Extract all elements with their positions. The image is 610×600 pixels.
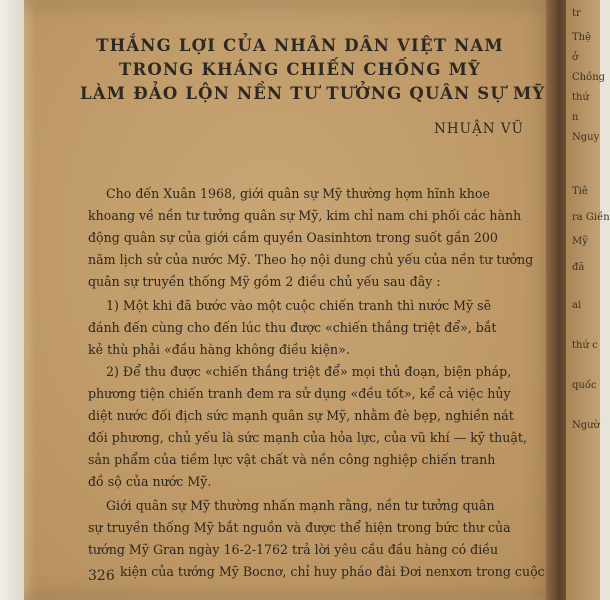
next-page-text: Nguy xyxy=(572,132,600,143)
body-line: phương tiện chiến tranh đem ra sử dụng «đều tốt», kể cả việc hủy xyxy=(88,386,511,401)
next-page-edge xyxy=(566,0,610,600)
body-line: Cho đến Xuân 1968, giới quân sự Mỹ thường hợm hĩnh khoe xyxy=(106,186,490,201)
next-page-text: Chồng xyxy=(572,72,606,83)
body-line: động quân sự của giới cầm quyền Oasinhtơn trong suốt gần 200 xyxy=(88,230,498,245)
page-number: 326 xyxy=(88,568,115,584)
next-page-text: đã xyxy=(572,262,585,273)
title-line: THẮNG LỢI CỦA NHÂN DÂN VIỆT NAM xyxy=(96,36,504,55)
body-line: sản phẩm của tiềm lực vật chất và nền công nghiệp chiến tranh xyxy=(88,452,496,467)
background-left xyxy=(0,0,26,600)
next-page-text: Ngườ xyxy=(572,420,600,431)
body-line: đối phương, chủ yếu là sức mạnh của hỏa lực, của vũ khí — kỹ thuật, xyxy=(88,430,527,445)
next-page-text: ở xyxy=(572,52,579,63)
next-page-text: Mỹ xyxy=(572,236,588,247)
body-line: 2) Để thu được «chiến thắng triệt để» mọi thủ đoạn, biện pháp, xyxy=(106,364,512,379)
next-page-text: ai xyxy=(572,300,582,311)
author-name: NHUẬN VŨ xyxy=(434,121,524,137)
body-line: kẻ thù phải «đầu hàng không điều kiện». xyxy=(88,342,350,357)
body-line: 1) Một khi đã bước vào một cuộc chiến tranh thì nước Mỹ sẽ xyxy=(106,298,492,313)
next-page-text: ra Giền xyxy=(572,212,610,223)
body-line: năm lịch sử của nước Mỹ. Theo họ nội dung chủ yếu của nền tư tưởng xyxy=(88,252,534,267)
body-line: tướng Mỹ Gran ngày 16-2-1762 trả lời yêu cầu đầu hàng có điều xyxy=(88,542,499,557)
next-page-text: thứ xyxy=(572,92,589,103)
body-line: đánh đến cùng cho đến lúc thu được «chiến thắng triệt để», bắt xyxy=(88,320,497,335)
next-page-text: n xyxy=(572,112,579,123)
next-page-text: Tiê xyxy=(572,186,588,197)
next-page-text: tr xyxy=(572,8,581,19)
body-line: Giới quân sự Mỹ thường nhấn mạnh rằng, nền tư tưởng quân xyxy=(106,498,495,513)
next-page-text: Thệ xyxy=(572,32,592,43)
next-page-text: quốc xyxy=(572,380,597,391)
title-line: LÀM ĐẢO LỘN NỀN TƯ TƯỞNG QUÂN SỰ MỸ xyxy=(80,84,546,103)
body-line: quân sự truyền thống Mỹ gồm 2 điều chủ yếu sau đây : xyxy=(88,274,441,289)
body-line: kiện của tướng Mỹ Bocnơ, chỉ huy pháo đài Đơi nenxơn trong cuộc xyxy=(120,564,545,579)
body-line: khoang về nền tư tưởng quân sự Mỹ, kim chỉ nam chi phối các hành xyxy=(88,208,522,223)
title-line: TRONG KHÁNG CHIẾN CHỐNG MỸ xyxy=(118,60,482,79)
body-line: sự truyền thống Mỹ bắt nguồn và được thể hiện trong bức thư của xyxy=(88,520,511,535)
body-line: đồ sộ của nước Mỹ. xyxy=(88,474,212,489)
body-line: diệt nước đối địch sức mạnh quân sự Mỹ, nhằm đè bẹp, nghiền nát xyxy=(88,408,514,423)
next-page-text: thứ c xyxy=(572,340,598,351)
